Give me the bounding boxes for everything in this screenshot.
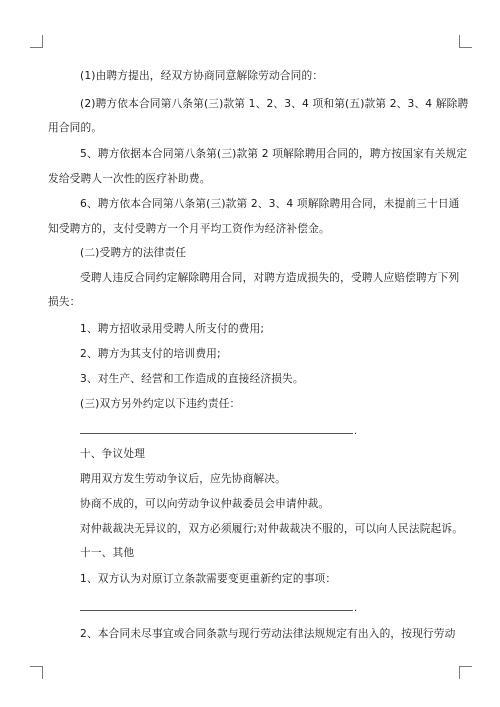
paragraph-line: 损失：	[48, 295, 81, 308]
paragraph-line: (2)聘方依本合同第八条第(三)款第 1、2、3、4 项和第(五)款第 2、3、4 解除聘	[80, 97, 469, 110]
section-heading: (三)双方另外约定以下违约责任：	[80, 397, 241, 410]
paragraph-line: 6、聘方依本合同第八条第(三)款第 2、3、4 项解除聘用合同，未提前三十日通	[80, 197, 460, 210]
section-heading: 十一、其他	[80, 546, 135, 559]
blank-period: .	[354, 603, 358, 614]
paragraph-line: (1)由聘方提出，经双方协商同意解除劳动合同的：	[80, 69, 324, 82]
paragraph-line: 用合同的。	[48, 121, 103, 134]
list-item: 1、聘方招收录用受聘人所支付的费用;	[80, 322, 265, 335]
blank-period: .	[354, 426, 358, 437]
list-item: 1、双方认为对原订立条款需要变更重新约定的事项：	[80, 572, 337, 585]
paragraph-line: 协商不成的，可以向劳动争议仲裁委员会申请仲裁。	[80, 497, 330, 510]
list-item: 2、聘方为其支付的培训费用;	[80, 347, 221, 360]
list-item: 3、对生产、经营和工作造成的直接经济损失。	[80, 372, 304, 385]
paragraph-line: 聘用双方发生劳动争议后，应先协商解决。	[80, 472, 286, 485]
section-heading: 十、争议处理	[80, 447, 146, 460]
section-heading: (二)受聘方的法律责任	[80, 246, 187, 259]
list-item: 2、本合同未尽事宜或合同条款与现行劳动法律法规规定有出入的，按现行劳动	[80, 627, 456, 640]
paragraph-line: 5、聘方依据本合同第八条第(三)款第 2 项解除聘用合同的，聘方按国家有关规定	[80, 147, 468, 160]
fill-in-blank-line	[80, 419, 357, 438]
fill-in-blank-line	[80, 596, 357, 615]
paragraph-line: 发给受聘人一次性的医疗补助费。	[48, 172, 211, 185]
blank-underline	[80, 423, 353, 434]
blank-underline	[80, 600, 353, 611]
paragraph-line: 对仲裁裁决无异议的，双方必须履行;对仲裁裁决不服的，可以向人民法院起诉。	[80, 522, 464, 535]
paragraph-line: 受聘人违反合同约定解除聘用合同，对聘方造成损失的，受聘人应赔偿聘方下列	[80, 271, 460, 284]
paragraph-line: 知受聘方的，支付受聘方一个月平均工资作为经济补偿金。	[48, 222, 330, 235]
